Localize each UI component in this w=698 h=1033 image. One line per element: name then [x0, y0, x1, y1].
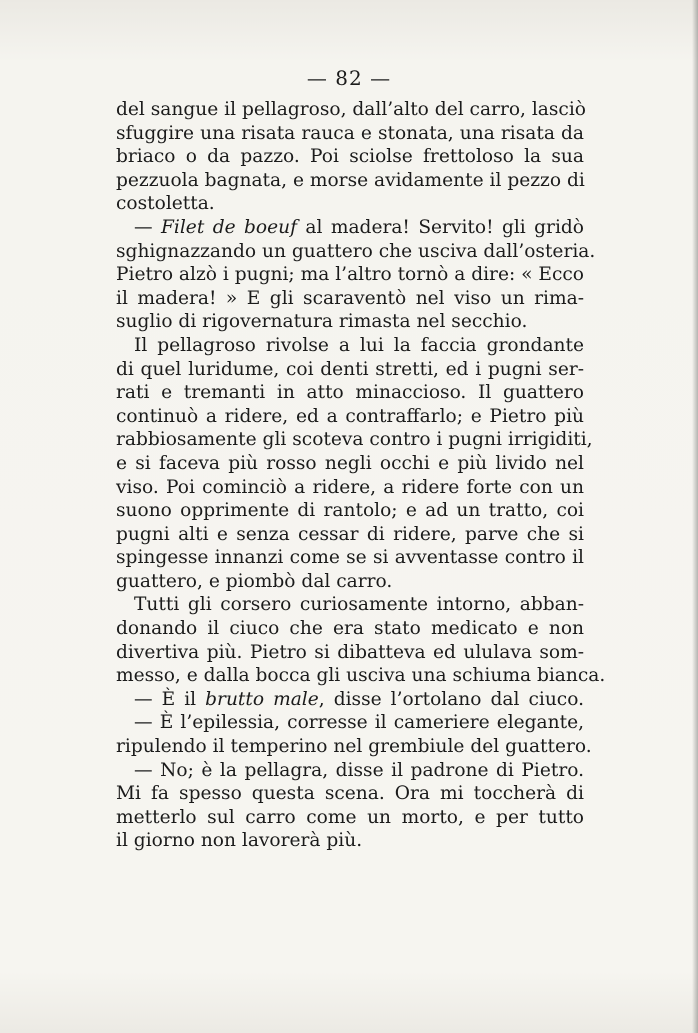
text-segment: ripulendo il temperino nel grembiule del guattero. [116, 736, 592, 758]
text-line [116, 310, 584, 334]
text-line [116, 145, 584, 169]
text-segment: e si faceva più rosso negli occhi e più livido nel [116, 452, 584, 474]
text-segment: costoletta. [116, 193, 215, 215]
text-line [116, 452, 584, 476]
text-segment: metterlo sul carro come un morto, e per tutto [116, 806, 584, 828]
text-segment: Il pellagroso rivolse a lui la faccia grondante [134, 334, 584, 356]
text-line [116, 287, 584, 311]
text-segment: briaco o da pazzo. Poi sciolse frettoloso la sua [116, 146, 584, 168]
text-segment: continuò a ridere, ed a contraffarlo; e Pietro più [116, 405, 584, 427]
text-line [116, 617, 584, 641]
text-line [116, 98, 584, 122]
text-segment: sfuggire una risata rauca e stonata, una risata da [116, 122, 584, 144]
page-edge-shadow [692, 0, 698, 1033]
text-segment: sghignazzando un guattero che usciva dall’osteria. [116, 240, 596, 262]
text-segment: — No; è la pellagra, disse il padrone di Pietro. [134, 759, 584, 781]
text-line [116, 476, 584, 500]
text-segment: divertiva più. Pietro si dibatteva ed ululava som- [116, 641, 584, 663]
text-line [116, 169, 584, 193]
text-segment: il giorno non lavorerà più. [116, 830, 363, 852]
text-segment: pezzuola bagnata, e morse avidamente il pezzo di [116, 169, 585, 191]
text-segment: suono opprimente di rantolo; e ad un tratto, coi [116, 500, 584, 522]
text-segment: il madera! » E gli scaraventò nel viso un rima- [116, 287, 584, 309]
text-line [116, 664, 606, 688]
text-line [116, 570, 584, 594]
text-segment: donando il ciuco che era stato medicato e non [116, 618, 584, 640]
text-line [116, 381, 584, 405]
text-line [116, 334, 584, 358]
text-segment: rati e tremanti in atto minaccioso. Il guattero [116, 382, 584, 404]
text-line [116, 735, 592, 759]
text-segment: suglio di rigovernatura rimasta nel secchio. [116, 311, 528, 333]
text-segment: spingesse innanzi come se si avventasse contro il [116, 547, 584, 569]
text-line [116, 806, 584, 830]
text-segment: rabbiosamente gli scoteva contro i pugni irrigiditi, [116, 429, 593, 451]
text-line [116, 240, 596, 264]
text-line [116, 688, 584, 712]
text-line [116, 358, 584, 382]
text-line [116, 263, 584, 287]
text-line [116, 759, 584, 783]
text-line [116, 192, 584, 216]
text-segment: — È il [134, 688, 206, 710]
text-segment: — È l’epilessia, corresse il cameriere elegante, [134, 712, 584, 734]
italic-text: Filet de boeuf [161, 216, 297, 238]
text-segment: viso. Poi cominciò a ridere, a ridere forte con un [116, 476, 584, 498]
page-number: — 82 — [306, 66, 392, 90]
text-line [116, 546, 584, 570]
text-segment: — [134, 216, 162, 238]
text-segment: del sangue il pellagroso, dall’alto del carro, lasciò [116, 99, 586, 120]
text-line [116, 405, 584, 429]
text-segment: pugni alti e senza cessar di ridere, parve che si [116, 523, 584, 545]
text-line [116, 641, 584, 665]
text-line [116, 593, 584, 617]
text-line [116, 499, 584, 523]
text-line [116, 216, 584, 240]
text-segment: messo, e dalla bocca gli usciva una schiuma bianca. [116, 665, 606, 687]
text-segment: al madera! Servito! gli gridò [296, 216, 584, 238]
text-line [116, 428, 593, 452]
text-line [116, 523, 584, 547]
body-text [116, 98, 606, 853]
text-segment: di quel luridume, coi denti stretti, ed i pugni ser- [116, 358, 584, 380]
text-segment: , disse l’ortolano dal ciuco. [318, 688, 585, 710]
text-segment: Mi fa spesso questa scena. Ora mi toccherà di [116, 783, 584, 805]
text-segment: Pietro alzò i pugni; ma l’altro tornò a dire: « Ecco [116, 264, 585, 286]
text-line [116, 711, 584, 735]
italic-text: brutto male [205, 688, 319, 710]
text-segment: guattero, e piombò dal carro. [116, 570, 393, 592]
text-segment: Tutti gli corsero curiosamente intorno, abban- [134, 594, 584, 616]
text-line [116, 829, 584, 853]
text-line [116, 122, 584, 146]
text-line [116, 782, 584, 806]
